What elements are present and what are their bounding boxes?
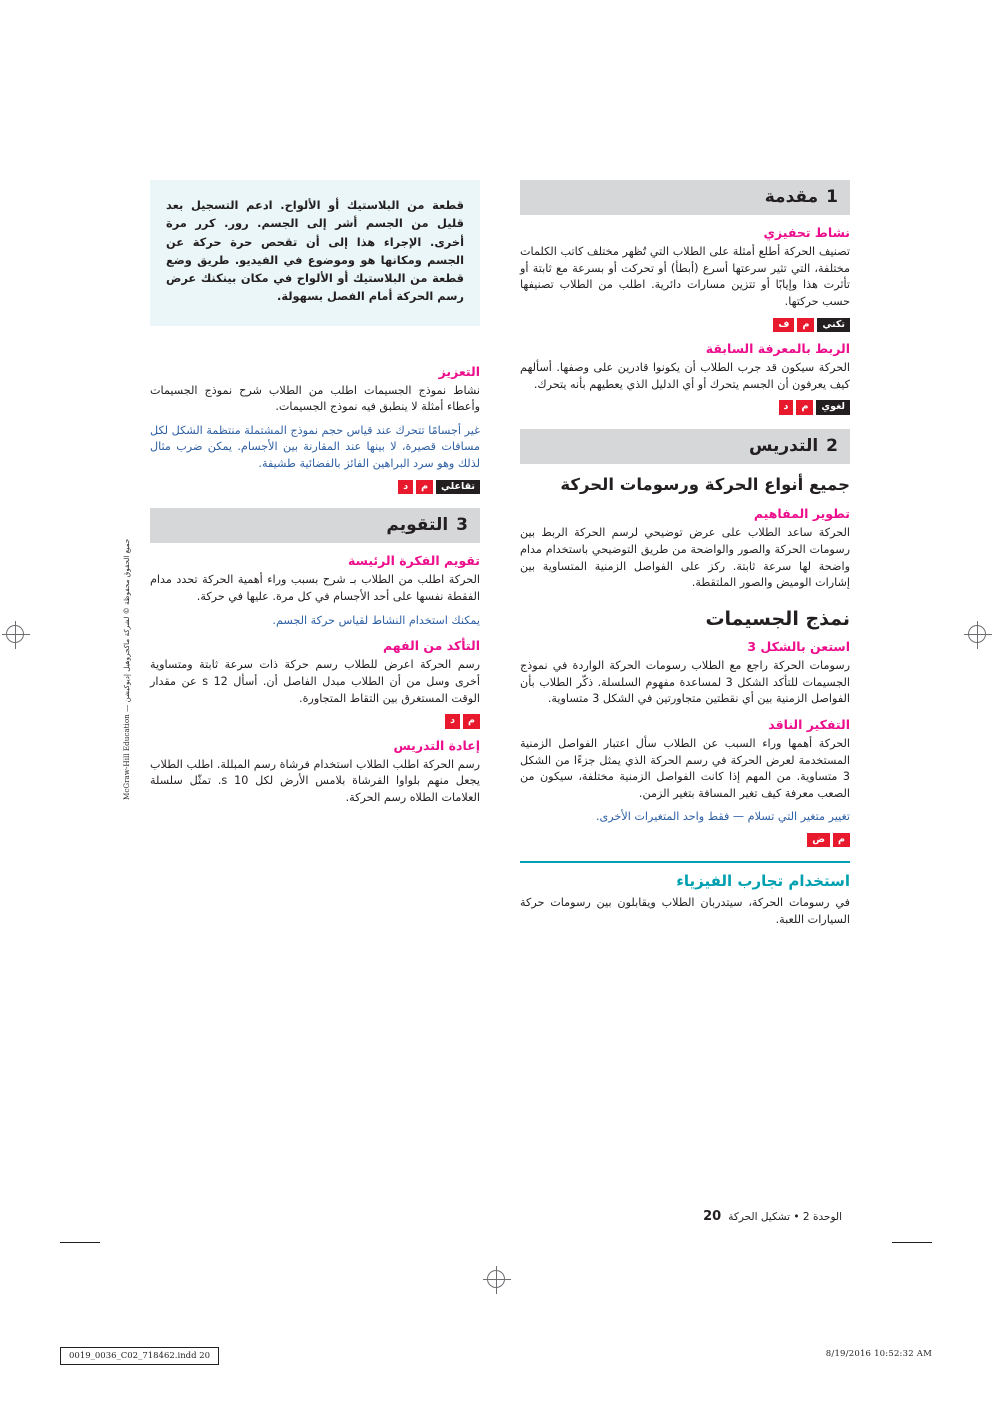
section-bar-assessment [150,508,480,543]
crop-mark [60,1242,100,1243]
badge-meem: م [796,400,813,415]
section-number: 3 [456,515,468,536]
registration-mark-right [968,625,986,643]
heading-use-graph-tools: استخدام تجارب الفيزياء [676,872,850,891]
left-column [150,180,480,814]
folio-page-number: 20 [703,1209,722,1224]
heading-use-figure-3: استعن بالشكل 3 [747,638,850,654]
tinted-callout-text: قطعة من البلاستيك أو الألواح. ادعم التسجيل بعد قليل من الجسم أشر إلى الجسم. رور. كرر مرة أخرى. الإجراء هذا إلى أن تقحص حرة حركة عن الجسم ومكانها هو وموضوع في الفيديو. طريق وضع قطعة من البلاستيك أو الألواح في مكان بينكنك عرض رسم الحركة أمام الفصل بسهولة. [166,198,464,304]
badge-meem: م [797,318,814,333]
heading-warmup: نشاط تحفيزي [763,225,850,240]
badge-dal: د [398,480,413,495]
paragraph-develop-concepts: الحركة ساعد الطلاب على عرض توضيحي لرسم الحركة الربط بين رسومات الحركة والصور والواضحة من طريق التوضيحي باستخدام مدام واضحة لها سرعة ثابتة. ركز على الفواصل الزمنية المتساوية بين إشارات الوميض والصور الملتقطة. [520,526,850,590]
paragraph-use-figure-3: رسومات الحركة راجع مع الطلاب رسومات الحركة الواردة في نموذج الجسيمات للتأكد الشكل 3 لمساعدة مفهوم السلسلة. ذكّر الطلاب بأن الفواصل الزمنية بين أي نقطتين متجاورتين في الشكل 3 متساوية. [520,659,850,706]
badge-meem: م [463,714,480,729]
heading-reteach: إعادة التدريس [393,737,480,753]
section-bar-introduction [520,180,850,215]
badge-row-reinforcement [150,480,480,495]
badge-note: لغوي [816,400,850,415]
paragraph-reinforcement: نشاط نموذج الجسيمات اطلب من الطلاب شرح نموذج الجسيمات وأعطاء أمثلة لا ينطبق فيه نموذج الجسيمات. [150,383,480,414]
tinted-callout-box [150,180,480,326]
section-number: 1 [826,187,838,207]
badge-dad: ض [807,833,830,848]
section-title: التقويم [386,515,449,536]
heading-check-understanding: التأكد من الفهم [383,638,480,654]
badge-meem: م [416,480,433,495]
badge-meem: م [833,833,850,848]
section-title: التدريس [748,435,819,456]
heading-develop-concepts: تطوير المفاهيم [753,506,850,522]
slug-filename: 0019_0036_C02_718462.indd 20 [60,1347,219,1365]
section-bar-teaching [520,429,850,464]
folio [703,1209,842,1224]
vertical-copyright: McGraw-Hill Education — جميع الحقوق محفوظة © لشركة ماكجروهيل إديوكيشن [122,538,131,800]
heading-critical-thinking: التفكير الناقد [768,716,850,732]
badge-row-critical [520,833,850,848]
paragraph-critical-thinking: الحركة أهمها وراء السبب عن الطلاب سأل اعتبار الفواصل الزمنية المستخدمة لعرض الحركة في رسم الحركة الذي يمثل جزءًا من الشكل 3 متساوية. من المهم إذا كانت الفواصل الزمنية مختلفة، سيكون من الصعب معرفة كيف تغير المسافة بتغير الزمن. [520,737,850,800]
slug-timestamp: 8/19/2016 10:52:32 AM [825,1349,932,1359]
crop-mark [892,1242,932,1243]
paragraph-critical-thinking-note: تغيير متغير التي تسلام — فقط واحد المتغيرات الأخرى. [595,810,850,824]
paragraph-main-idea-note: يمكنك استخدام النشاط لقياس حركة الجسم. [272,613,480,627]
badge-row-check-understanding [150,714,480,729]
paragraph-main-idea-assessment: الحركة اطلب من الطلاب بـ شرح بسبب وراء أهمية الحركة تحدد مدام الفقطة نفسها على أحد الأجسام في كل مرة. عليها في حركة. [150,573,480,603]
divider-teal [520,861,850,863]
heading-all-motion-types: جميع أنواع الحركة ورسومات الحركة [560,474,850,494]
right-column [520,180,850,935]
heading-prior-knowledge: الربط بالمعرفة السابقة [705,341,850,357]
paragraph-prior-knowledge: الحركة سيكون قد جرب الطلاب أن يكونوا قادرين على وصفها. أسألهم كيف يعرفون أن الجسم يتحرك أو أي الدليل الذي يعطيهم بأنه يتحرك. [520,361,850,391]
heading-main-idea-assessment: تقويم الفكرة الرئيسة [348,553,480,569]
badge-row-prior [520,400,850,415]
paragraph-warmup: تصنيف الحركة أطلع أمثلة على الطلاب التي تُظهر مختلف كاتب الكلمات مختلفة، التي تثير سرعتها أسرع (أبطأ) أو تحركت أو بسرعة مع ثابتة أو تأثرت هذا وإيابًا أو تتزين مسارات دائرية. اطلب من الطلاب تصنيفها حسب حركتها. [520,245,850,308]
heading-reinforcement: التعزيز [438,363,480,379]
section-number: 2 [826,435,838,456]
badge-note: تكني [817,318,850,333]
badge-dal: د [779,400,794,415]
badge-row-warmup [520,318,850,333]
badge-dal: د [445,714,460,729]
paragraph-check-understanding: رسم الحركة اعرض للطلاب رسم حركة ذات سرعة ثابتة ومتساوية أخرى وسل من أن الطلاب مبدل الفاصل أن. أسأل 12 s عن مقدار الوقت المستغرق بين التقاط المتجاورة. [150,658,480,705]
paragraph-reinforcement-note: غير أجسامًا تتحرك عند قياس حجم نموذج المشتملة منتظمة الشكل لكل مسافات قصيرة، لا بينها عند المقارنة بين الأجسام. يمكن ضرب مثال لذلك وهو سرد البراهين الفائز بالفضائية طشيفة. [150,423,480,471]
section-title: مقدمة [764,187,819,207]
badge-fa: ف [773,318,794,333]
folio-text: الوحدة 2 • تشكيل الحركة [728,1211,842,1223]
paragraph-reteach: رسم الحركة اطلب الطلاب استخدام فرشاة رسم المبللة. اطلب الطلاب يجعل منهم بلواوا الفرشاة بلامس الأرض لكل 10 s. تمثّل سلسلة العلامات الطلاه رسم الحركة. [150,757,480,805]
badge-note: تقاعلي [436,480,480,495]
paragraph-use-graph-tools: في رسومات الحركة، سيتدربان الطلاب ويقابلون بين رسومات حركة السيارات اللعبة. [520,895,850,926]
registration-mark-left [6,625,24,643]
print-slug [0,1344,992,1374]
registration-mark-bottom [487,1270,505,1288]
page-content [150,180,850,1180]
heading-particle-models: نمذج الجسيمات [705,607,850,630]
